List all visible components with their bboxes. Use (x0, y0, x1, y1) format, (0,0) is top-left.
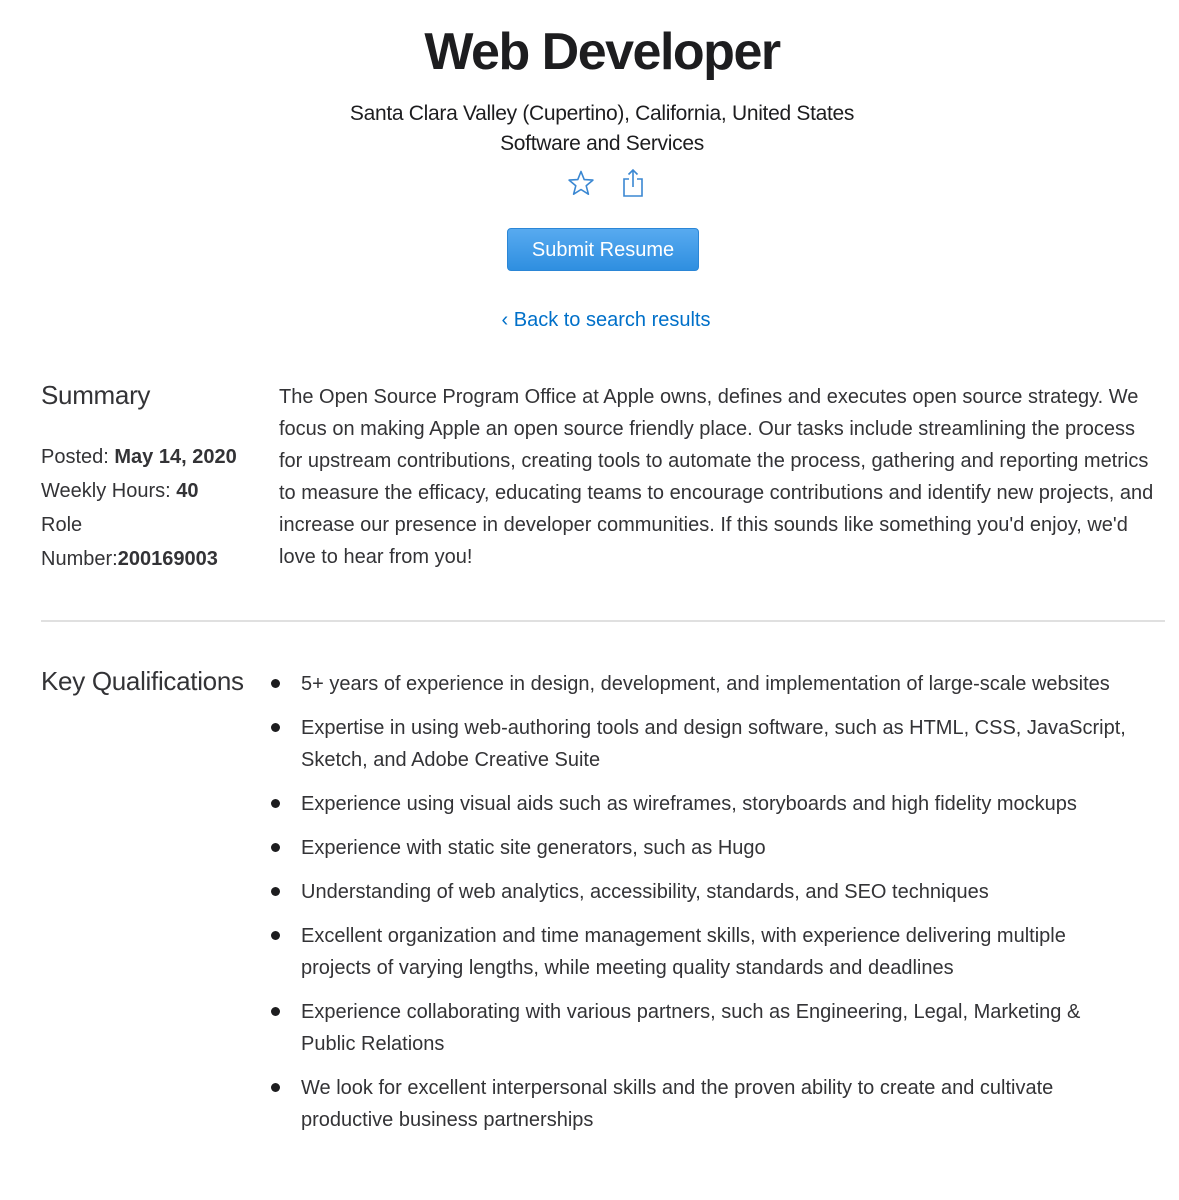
qualification-text: 5+ years of experience in design, development, and implementation of large-scale websites (301, 673, 1110, 695)
key-qualifications-list (279, 668, 1139, 1148)
weekly-hours-label: Weekly Hours: (41, 480, 171, 502)
bullet-icon (271, 1083, 280, 1092)
qualification-text: Experience with static site generators, such as Hugo (301, 837, 766, 859)
job-team: Software and Services (500, 132, 704, 155)
bullet-icon (271, 679, 280, 688)
star-outline-icon (567, 169, 595, 197)
role-label-line: Role (41, 514, 83, 536)
list-item (279, 832, 1139, 864)
key-qualifications-heading: Key Qualifications (41, 666, 244, 696)
bullet-icon (271, 799, 280, 808)
bullet-icon (271, 1007, 280, 1016)
bullet-icon (271, 843, 280, 852)
list-item (279, 712, 1139, 776)
bullet-icon (271, 931, 280, 940)
weekly-hours-value: 40 (176, 480, 199, 502)
qualification-text: Experience collaborating with various partners, such as Engineering, Legal, Marketing & Public Relations (301, 1001, 1081, 1055)
list-item (279, 920, 1139, 984)
role-number-value: 200169003 (117, 548, 218, 570)
bullet-icon (271, 887, 280, 896)
share-icon (620, 168, 646, 198)
posted-row (41, 440, 271, 474)
share-button[interactable] (618, 168, 648, 198)
qualification-text: Experience using visual aids such as wireframes, storyboards and high fidelity mockups (301, 793, 1077, 815)
summary-text: The Open Source Program Office at Apple owns, defines and executes open source strategy. We focus on making Apple an open source friendly place. Our tasks include streamlining the process for upstream contributions, creating tools to automate the process, gathering and reporting metrics to measure the efficacy, educating teams to encourage contributions and identify new projects, and increase our presence in developer communities. If this sounds like something you'd enjoy, we'd love to hear from you! (279, 386, 1154, 568)
bullet-icon (271, 723, 280, 732)
job-location: Santa Clara Valley (Cupertino), California, United States (349, 102, 855, 125)
job-actions (566, 168, 648, 198)
weekly-hours-row (41, 474, 271, 508)
list-item (279, 1072, 1139, 1136)
role-number-row (41, 542, 271, 576)
posted-date: May 14, 2020 (114, 446, 237, 468)
qualification-text: Excellent organization and time management skills, with experience delivering multiple projects of varying lengths, while meeting quality standards and deadlines (301, 925, 1066, 979)
qualification-text: Understanding of web analytics, accessibility, standards, and SEO techniques (301, 881, 989, 903)
summary-heading: Summary (41, 380, 151, 410)
list-item (279, 668, 1139, 700)
qualification-text: Expertise in using web-authoring tools and design software, such as HTML, CSS, JavaScript, Sketch, and Adobe Creative Suite (301, 717, 1126, 771)
list-item (279, 876, 1139, 908)
submit-resume-button[interactable]: Submit Resume (507, 228, 699, 271)
role-number-label: Number: (41, 548, 118, 570)
qualification-text: We look for excellent interpersonal skills and the proven ability to create and cultivate productive business partnerships (301, 1077, 1054, 1131)
back-to-search-link[interactable]: ‹ Back to search results (501, 309, 711, 331)
job-title: Web Developer (424, 23, 780, 81)
posted-label: Posted: (41, 446, 109, 468)
section-divider (41, 620, 1165, 622)
list-item (279, 996, 1139, 1060)
list-item (279, 788, 1139, 820)
job-meta (41, 440, 271, 576)
favorite-button[interactable] (566, 168, 596, 198)
